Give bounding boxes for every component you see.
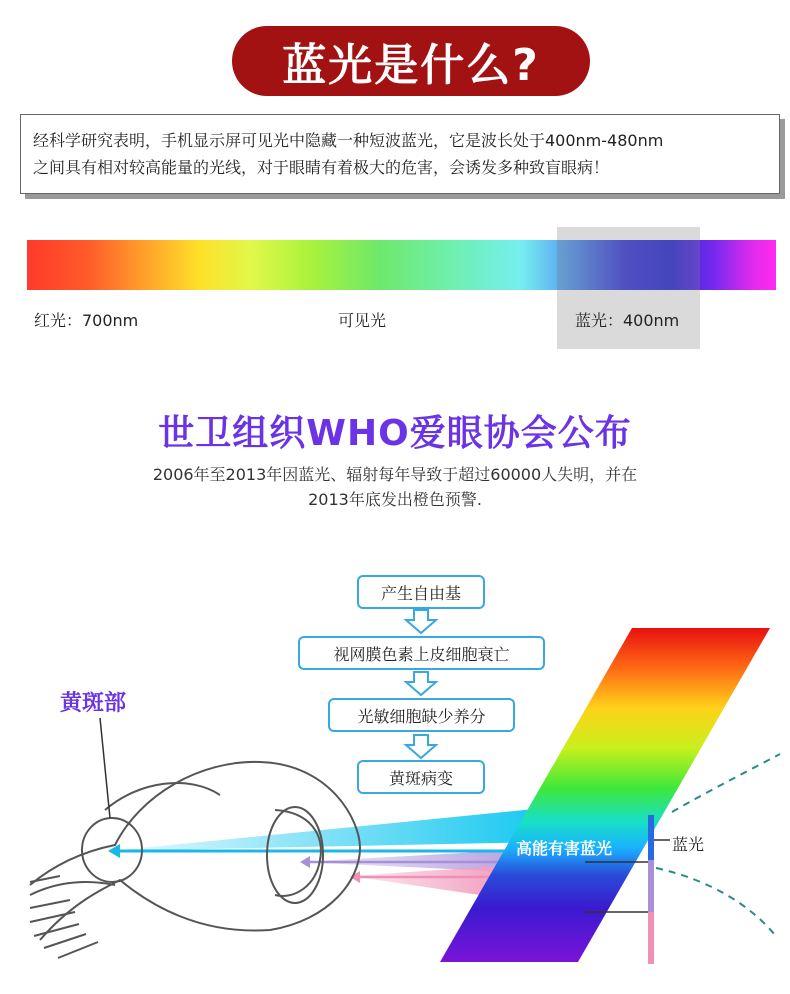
pink-beam [350,866,500,898]
who-title: 世卫组织WHO爱眼协会公布 [158,413,632,454]
who-text-line-1: 2006年至2013年因蓝光、辐射每年导致于超过60000人失明，并在 [152,465,638,484]
flow-step-photoreceptor: 光敏细胞缺少养分 [328,698,515,732]
blue-light-label: 蓝光：400nm [575,311,680,330]
description-line-2: 之间具有相对较高能量的光线，对于眼睛有着极大的危害，会诱发多种致盲眼病！ [33,158,610,177]
red-light-label: 红光：700nm [34,311,139,330]
flow-step-free-radicals: 产生自由基 [357,575,485,609]
blue-indicator-mid [648,860,654,912]
dashed-curve-lower [656,868,775,935]
description-line-1: 经科学研究表明，手机显示屏可见光中隐藏一种短波蓝光，它是波长处于400nm-480nm [33,131,664,150]
eye-icon [30,762,360,958]
blue-light-diagram-label: 蓝光 [672,835,705,854]
lilac-arrow-icon [300,856,310,868]
who-text-line-2: 2013年底发出橙色预警. [308,490,482,509]
visible-light-label: 可见光 [338,311,387,330]
description-box [20,114,780,194]
flow-step-macular-lesion: 黄斑病变 [357,760,485,794]
macula-label: 黄斑部 [60,691,127,716]
blue-light-overlay [557,240,700,290]
flow-arrow-icon [406,610,436,758]
page-title: 蓝光是什么? [232,26,590,96]
blue-indicator-top [648,815,654,860]
cyan-beam [110,808,545,851]
harmful-blue-light-label: 高能有害蓝光 [516,839,613,858]
blue-indicator-bottom [648,912,654,964]
macula-pointer-line [100,718,110,818]
flow-step-rpe-death: 视网膜色素上皮细胞衰亡 [298,636,545,670]
